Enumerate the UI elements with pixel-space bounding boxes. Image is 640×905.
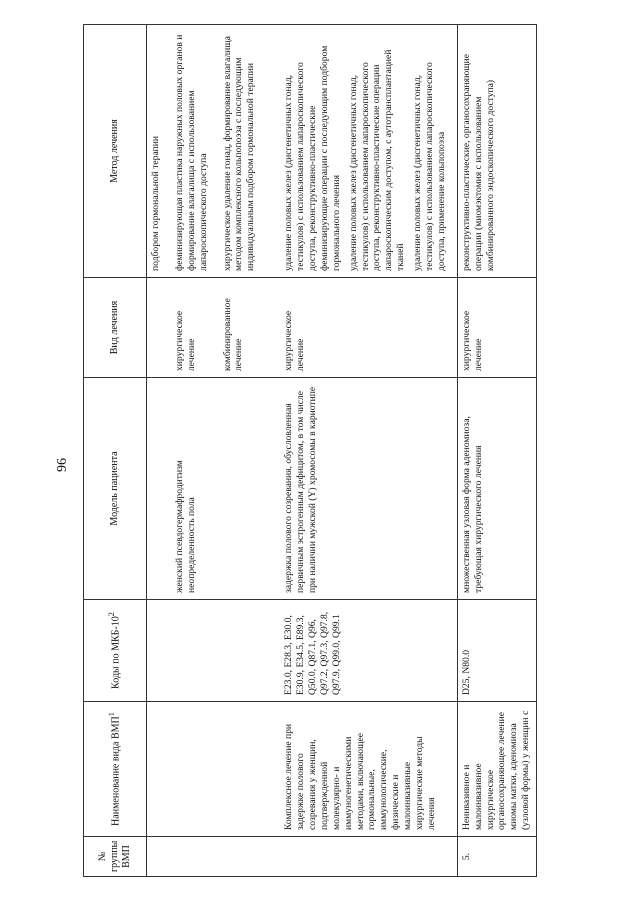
cell-model: задержка полового созревания, обусловленная первичным эстрогенным дефицитом, в том числе при наличии мужской (Y) хромосомы в кариотипе <box>280 378 457 600</box>
header-type: Вид лечения <box>84 278 147 378</box>
header-codes <box>84 600 147 702</box>
cell-method <box>457 25 536 278</box>
rotated-page <box>15 25 625 905</box>
cell-name <box>219 702 281 837</box>
table-row <box>147 25 171 877</box>
cell-name: Неинвазивное и малоинвазивное хирургическое органосохраняющее лечение миомы матки, аденомиоза (узловой формы) у женщин с <box>457 702 536 837</box>
cell-method <box>147 25 171 278</box>
page-number: 96 <box>55 458 70 472</box>
cell-num <box>219 837 281 877</box>
cell-model: женский псевдогермафродитизм неопределенность пола <box>171 378 219 600</box>
table-row <box>457 25 536 877</box>
header-num: № группы ВМП <box>84 837 147 877</box>
method-text: удаление половых желез (дисгенетичных гонад, тестикулов) с использованием лапароскопического доступа, применение кольпопоэза <box>412 62 447 271</box>
cell-type: хирургическое лечение <box>171 278 219 378</box>
cell-method <box>280 25 457 278</box>
cell-name <box>147 702 171 837</box>
header-method: Метод лечения <box>84 25 147 278</box>
method-text: реконструктивно-пластические, органосохраняющие операции (миомэктомия с использованием комбинированного эндоскопического доступа) <box>460 53 496 271</box>
method-text: подбором гормональной терапии <box>150 136 161 271</box>
cell-num <box>280 837 457 877</box>
header-model: Модель пациента <box>84 378 147 600</box>
table-row <box>171 25 219 877</box>
method-text: хирургическое удаление гонад, формирование влагалища методом комплексного кольпопоэза с последующим индивидуальным подбором гормональной терапии <box>221 36 257 271</box>
cell-codes: D25, N80.0 <box>457 600 536 702</box>
cell-type: хирургическое лечение <box>457 278 536 378</box>
cell-type <box>147 278 171 378</box>
cell-num <box>171 837 219 877</box>
method-text: удаление половых желез (дисгенетичных гонад, тестикулов) с использованием лапароскопического доступа, реконструктивно-пластические феминизирующие операции с последующим подбором гормонального лечения <box>283 45 342 271</box>
cell-codes <box>147 600 171 702</box>
cell-type: комбинированное лечение <box>219 278 281 378</box>
method-text: удаление половых желез (дисгенетичных гонад, тестикулов) с использованием лапароскопического доступа, реконструктивно-пластические операции лапароскопическим доступом, с аутотрансплантацией тканей <box>347 49 407 271</box>
header-codes-text: Коды по МКБ-10 <box>110 616 122 689</box>
cell-codes: E23.0, E28.3, E30.0, E30.9, E34.5, E89.3, Q50.0, Q87.1, Q96, Q97.2, Q97.3, Q97.8, Q97.9, Q99.0, Q99.1 <box>280 600 457 702</box>
cell-codes <box>171 600 219 702</box>
table-header-row <box>84 25 147 877</box>
header-name-text: Наименование вида ВМП <box>110 716 122 826</box>
cell-num: 5. <box>457 837 536 877</box>
cell-codes <box>219 600 281 702</box>
vmp-table <box>83 24 537 877</box>
header-codes-sup: 2 <box>107 612 117 617</box>
header-name <box>84 702 147 837</box>
cell-num <box>147 837 171 877</box>
header-name-sup: 1 <box>107 712 117 717</box>
cell-model: множественная узловая форма аденомиоза, требующая хирургического лечения <box>457 378 536 600</box>
cell-name: Комплексное лечение при задержке полового созревания у женщин, подтвержденной молекулярно- и иммуногенетическими методами, включающее гормональные, иммунологические, физические и малоинвазивные хирургические методы лечения <box>280 702 457 837</box>
cell-type: хирургическое лечение <box>280 278 457 378</box>
cell-model <box>219 378 281 600</box>
cell-name <box>171 702 219 837</box>
table-row <box>219 25 281 877</box>
cell-method <box>219 25 281 278</box>
cell-model <box>147 378 171 600</box>
method-text: феминизирующая пластика наружных половых органов и формирование влагалища с использованием лапароскопического доступа <box>173 34 209 271</box>
table-row <box>280 25 457 877</box>
cell-method <box>171 25 219 278</box>
